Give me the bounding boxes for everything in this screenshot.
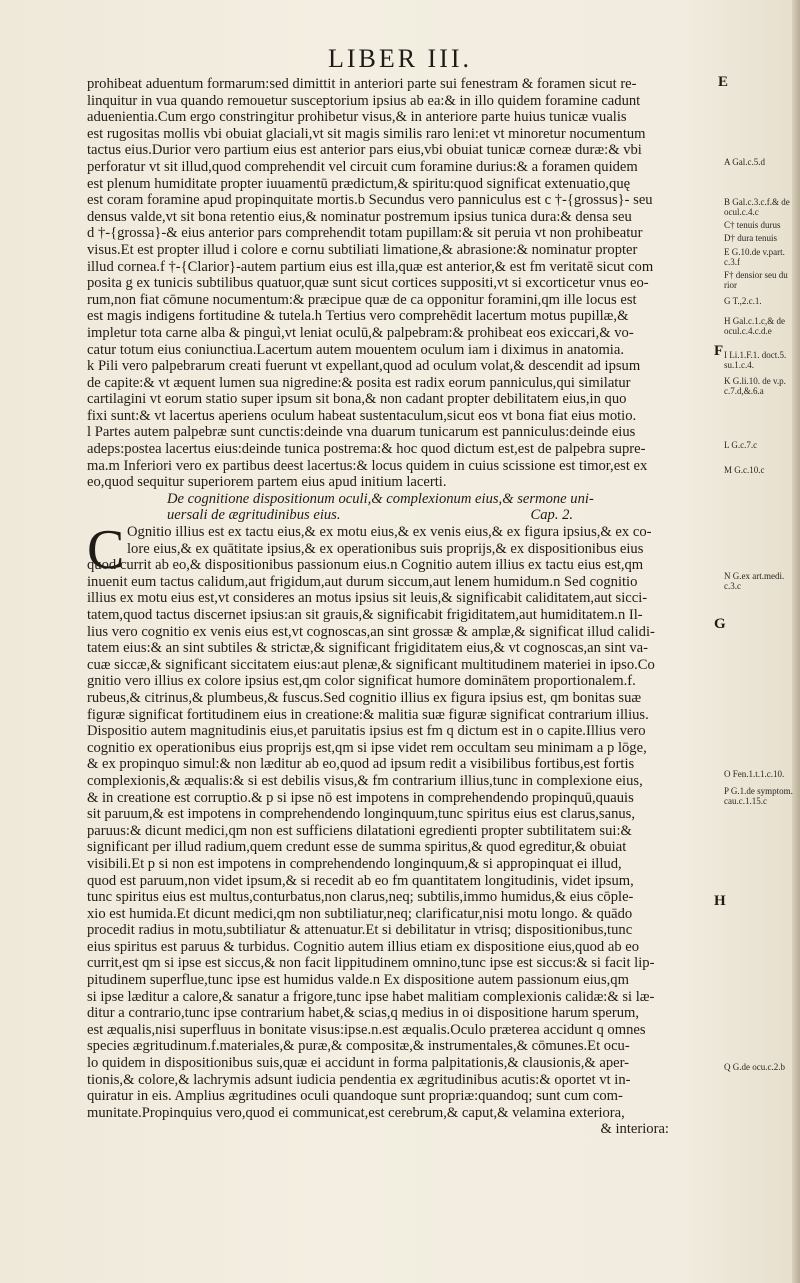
margin-letter-e: E: [718, 74, 729, 90]
text-line: est æqualis,nisi superfluus in bonitate visus:ipse.n.est æqualis.Oculo præterea accidunt q omnes: [87, 1021, 646, 1038]
margin-note-f: F† densior seu du rior: [724, 270, 788, 290]
text-line: ditur a contrario,tunc ipse contrarium habet,& scias,q medius in oi dispositione harum sperum,: [87, 1005, 640, 1022]
text-line: quod currit ab eo,& dispositionibus passionum eius.n Cognitio autem illius ex tactu eius est,qm: [87, 557, 644, 574]
margin-note-d: D† dura tenuis: [724, 233, 777, 243]
text-line: l Partes autem palpebræ sunt cunctis:deinde vna duarum tunicarum est panniculus:deinde eius: [87, 424, 636, 441]
text-line: rubeus,& citrinus,& plumbeus,& fuscus.Sed cognitio illius ex figura ipsius est, qm bonitas suæ: [87, 689, 642, 706]
text-line: significant per illud radium,quem credunt esse de summa spiritus,& quod egreditur,& obuiat: [87, 839, 627, 856]
text-line: cartilagini vt eorum statio super ipsum sit bona,& non cadant propter debilitatem eius,in quo: [87, 391, 627, 408]
text-line: visibili.Et p si non est impotens in comprehendendo longinquum,& si appropinquat ei illud,: [87, 855, 622, 872]
text-line: est magis indigens fortitudine & tutela.h Tertius vero comprehēdit lacertum motus pupillæ,&: [87, 308, 629, 325]
text-line: quod est paruum,non videt ipsum,& si recedit ab eo fm quantitatem longitudinis, videt ipsum,: [87, 872, 634, 889]
text-line: complexionis,& æqualis:& si est debilis visus,& fm contrarium illius,tunc in complexione eius,: [87, 772, 643, 789]
margin-note-n: N G.ex art.medi. c.3.c: [724, 571, 785, 591]
text-line: ma.m Inferiori vero ex partibus deest lacertus:& locus quidem in cuius scissione est timor,est ex: [87, 457, 648, 474]
chapter-title-text: uersali de ægritudinibus eius.: [167, 507, 341, 524]
text-line: eius spiritus est paruus & turbidus. Cognitio autem illius etiam ex dispositione eius,quod ab eo: [87, 938, 640, 955]
text-line: visus.Et est propter illud i colore e cornu subtiliati limatione,& abrasione:& nominatur propter: [87, 241, 638, 258]
chapter-body: [87, 519, 709, 1138]
text-line: aduenientia.Cum ergo constringitur prohibetur visus,& in anteriore parte huius tunicæ vualis: [87, 109, 627, 126]
text-line: cognitio ex operationibus eius proprijs est,qm si ipse videt rem occultam seu minimam a p lōge,: [87, 739, 647, 756]
text-line: tionis,& colore,& lachrymis adsunt iudicia pendentia ex ægritudinibus acutis:& oportet vt in-: [87, 1071, 631, 1088]
text-line: tatem eius:& an sint subtiles & strictæ,& significant frigiditatem eius,& vt cognoscas,an sint va-: [87, 640, 648, 657]
text-line: fixi sunt:& vt lacertus aperiens oculum habeat sustentaculum,sicut eos vt bona fiat eius motio.: [87, 407, 637, 424]
text-line: Ognitio illius est ex tactu eius,& ex motu eius,& ex venis eius,& ex figura ipsius,& ex co-: [127, 524, 652, 541]
page-edge: [792, 0, 800, 1283]
text-line: est rugositas mollis vbi obuiat glaciali,vt sit magis similis raro leni:et vt minoretur nocumentum: [87, 125, 646, 142]
text-line: lore eius,& ex quātitate ipsius,& ex operationibus suis proprijs,& ex dispositionibus eius: [127, 540, 644, 557]
text-line: d †-{grossa}-& eius anterior pars comprehendit totam pupillam:& sit peruia vt non prohibeatur: [87, 225, 643, 242]
text-line: rum,non fiat cōmune nocumentum:& præcipue quæ de ca opponitur foramini,qm ille locus est: [87, 291, 637, 308]
chapter-number: Cap. 2.: [530, 507, 574, 524]
body-text: [87, 76, 709, 1138]
text-line: xio est humida.Et dicunt medici,qm non subtiliatur,neq; clarificatur,nisi motu longo. & quādo: [87, 905, 633, 922]
margin-note-q: Q G.de ocu.c.2.b: [724, 1062, 785, 1072]
margin-note-a: A Gal.c.5.d: [724, 157, 765, 167]
text-line: densus valde,vt sit bona retentio eius,& nominatur postremum ipsius tunica dura:& densa seu: [87, 208, 632, 225]
text-line: cuæ siccæ,& significant siccitatem eius:aut plenæ,& significant multitudinem materiei in ipso.Co: [87, 656, 655, 673]
text-line: & in creatione est corruptio.& p si ipse nō est impotens in comprehendendo propinquū,quauis: [87, 789, 634, 806]
margin-note-p: P G.1.de symptom. cau.c.1.15.c: [724, 786, 793, 806]
margin-note-m: M G.c.10.c: [724, 465, 765, 475]
margin-note-i: I Li.1.F.1. doct.5. su.1.c.4.: [724, 350, 787, 370]
chapter-title-line-2: [87, 507, 709, 524]
margin-note-k: K G.li.10. de v.p. c.7.d,&.6.a: [724, 376, 786, 396]
text-line: figuræ significat fortitudinem eius in creatione:& malitia suæ figuræ significat contrarium illius.: [87, 706, 649, 723]
margin-letter-f: F: [714, 343, 724, 359]
text-line: illius ex motu eius est,vt consideres an motus ipsius sit leuis,& significabit caliditatem,aut sicci-: [87, 590, 648, 607]
text-line: est plenum humiditate propter iuuamentū prædictum,& spiritu:quod significat extenuatio,quę: [87, 175, 631, 192]
margin-note-c: C† tenuis durus: [724, 220, 781, 230]
text-line: lius vero cognitio ex venis eius est,vt cognoscas,an sint grossæ & amplæ,& significat illud calidi-: [87, 623, 655, 640]
text-line: k Pili vero palpebrarum creati fuerunt vt expellant,quod ad oculum volat,& descendit ad ipsum: [87, 358, 641, 375]
text-line: de capite:& vt æquent lumen sua nigredine:& posita est radix eorum panniculus,qui similatur: [87, 374, 631, 391]
chapter-title-line-1: De cognitione dispositionum oculi,& complexionum eius,& sermone uni-: [167, 490, 594, 507]
margin-note-l: L G.c.7.c: [724, 440, 758, 450]
text-line: sit paruum,& est impotens in comprehendendo longinquum,tunc spiritus eius est clarus,sanus,: [87, 806, 635, 823]
margin-letter-h: H: [714, 893, 726, 909]
text-line: & ex propinquo simul:& non læditur ab eo,quod ad ipsum redit a visibilibus fortibus,est fortis: [87, 756, 635, 773]
text-line: pitudinem superflue,tunc ipse est humidus valde.n Ex dispositione autem passionum eius,qm: [87, 972, 629, 989]
text-line: illud cornea.f †-{Clarior}-autem partium eius est illa,quæ est anterior,& est fm veritatē sicut com: [87, 258, 654, 275]
text-line: eo,quod sequitur superiorem partem eius apud initium lacerti.: [87, 474, 447, 491]
text-line: gnitio vero illius ex colore ipsius est,qm color significat humore dominātem proportionalem.f.: [87, 673, 636, 690]
margin-note-o: O Fen.1.t.1.c.10.: [724, 769, 785, 779]
margin-note-g: G T.,2.c.1.: [724, 296, 762, 306]
drop-cap: C: [87, 519, 125, 582]
text-line: prohibeat aduentum formarum:sed dimittit in anteriori parte sui fenestram & foramen sicut re-: [87, 76, 637, 92]
margin-note-e: E G.10.de v.part. c.3.f: [724, 247, 785, 267]
text-line: procedit radius in motu,subtiliatur & attenuatur.Et si debilitatur in vtrisq; dispositionibus,tunc: [87, 922, 633, 939]
text-line: tatem,quod tactus discernet ipsius:an sit grauis,& significabit frigiditatem,aut humiditatem.n Il-: [87, 607, 643, 623]
text-line: paruus:& dicunt medici,qm non est sufficiens dilatationi egredienti propter subtilitatem sui:&: [87, 822, 632, 839]
text-line: Dispositio autem magnitudinis eius,et paruitatis ipsius est fm q dictum est in o capite.Illius vero: [87, 723, 646, 740]
text-line: lo quidem in dispositionibus suis,quæ ei accidunt in forma palpitationis,& clausionis,& aper-: [87, 1055, 630, 1072]
text-line: posita g ex tunicis subtilibus quatuor,quæ sunt sicut cortices suppositi,vt si excorticetur vnus eo-: [87, 275, 649, 292]
text-line: quiratur in eis. Amplius ægritudines oculi quandoque sunt propriæ:quandoq; sunt cum com-: [87, 1088, 623, 1105]
text-line: munitate.Propinquius vero,quod ei communicat,est cerebrum,& caput,& velamina exteriora,: [87, 1104, 625, 1121]
text-line: inuenit eum tactus calidum,aut frigidum,aut durum siccum,aut lenem humidum.n Sed cognitio: [87, 573, 638, 590]
text-line: tunc spiritus eius est multus,conturbatus,non clarus,neq; subtilis,immo humidus,& eius cōple-: [87, 889, 634, 906]
margin-letter-g: G: [714, 616, 726, 632]
text-line: perforatur vt sit illud,quod comprehendit vel circuit cum foramine durius:& a foramen quidem: [87, 158, 638, 175]
text-line: & interiora:: [600, 1121, 669, 1138]
margin-note-h: H Gal.c.1.c,& de ocul.c.4.c.d.e: [724, 316, 785, 336]
text-line: si ipse læditur a calore,& sanatur a frigore,tunc ipse habet malitiam complexionis calidæ:& si læ-: [87, 988, 655, 1005]
text-line: currit,est qm si ipse est siccus,& non facit lippitudinem omnino,tunc ipse est siccus:& si facit lip-: [87, 955, 655, 972]
text-line: linquitur in vua quando remouetur susceptorium ipsius ab ea:& in illo quidem foramine cadunt: [87, 92, 641, 109]
margin-note-b: B Gal.c.3.c.f.& de ocul.c.4.c: [724, 197, 790, 217]
text-line: adeps:postea lacertus eius:deinde tunica postrema:& hoc quod dictum est,est de palpebra supre-: [87, 441, 646, 458]
page-header: LIBER III.: [327, 44, 473, 73]
text-line: est coram foramine apud propinquitate mortis.b Secundus vero panniculus est c †-{grossus}- seu: [87, 192, 653, 209]
text-line: species ægritudinum.f.materiales,& puræ,& compositæ,& instrumentales,& cōmunes.Et ocu-: [87, 1038, 630, 1055]
text-line: tactus eius.Durior vero partium eius est anterior pars eius,vbi obuiat tunicæ corneæ duræ:& vbi: [87, 142, 642, 159]
text-line: impletur tota carne alba & pinguì,vt leniat oculū,& palpebram:& prohibeat eos exiccari,& vo-: [87, 324, 634, 341]
text-line: catur totum eius coniunctiua.Lacertum autem mouentem oculum iam i diximus in anatomia.: [87, 341, 624, 358]
